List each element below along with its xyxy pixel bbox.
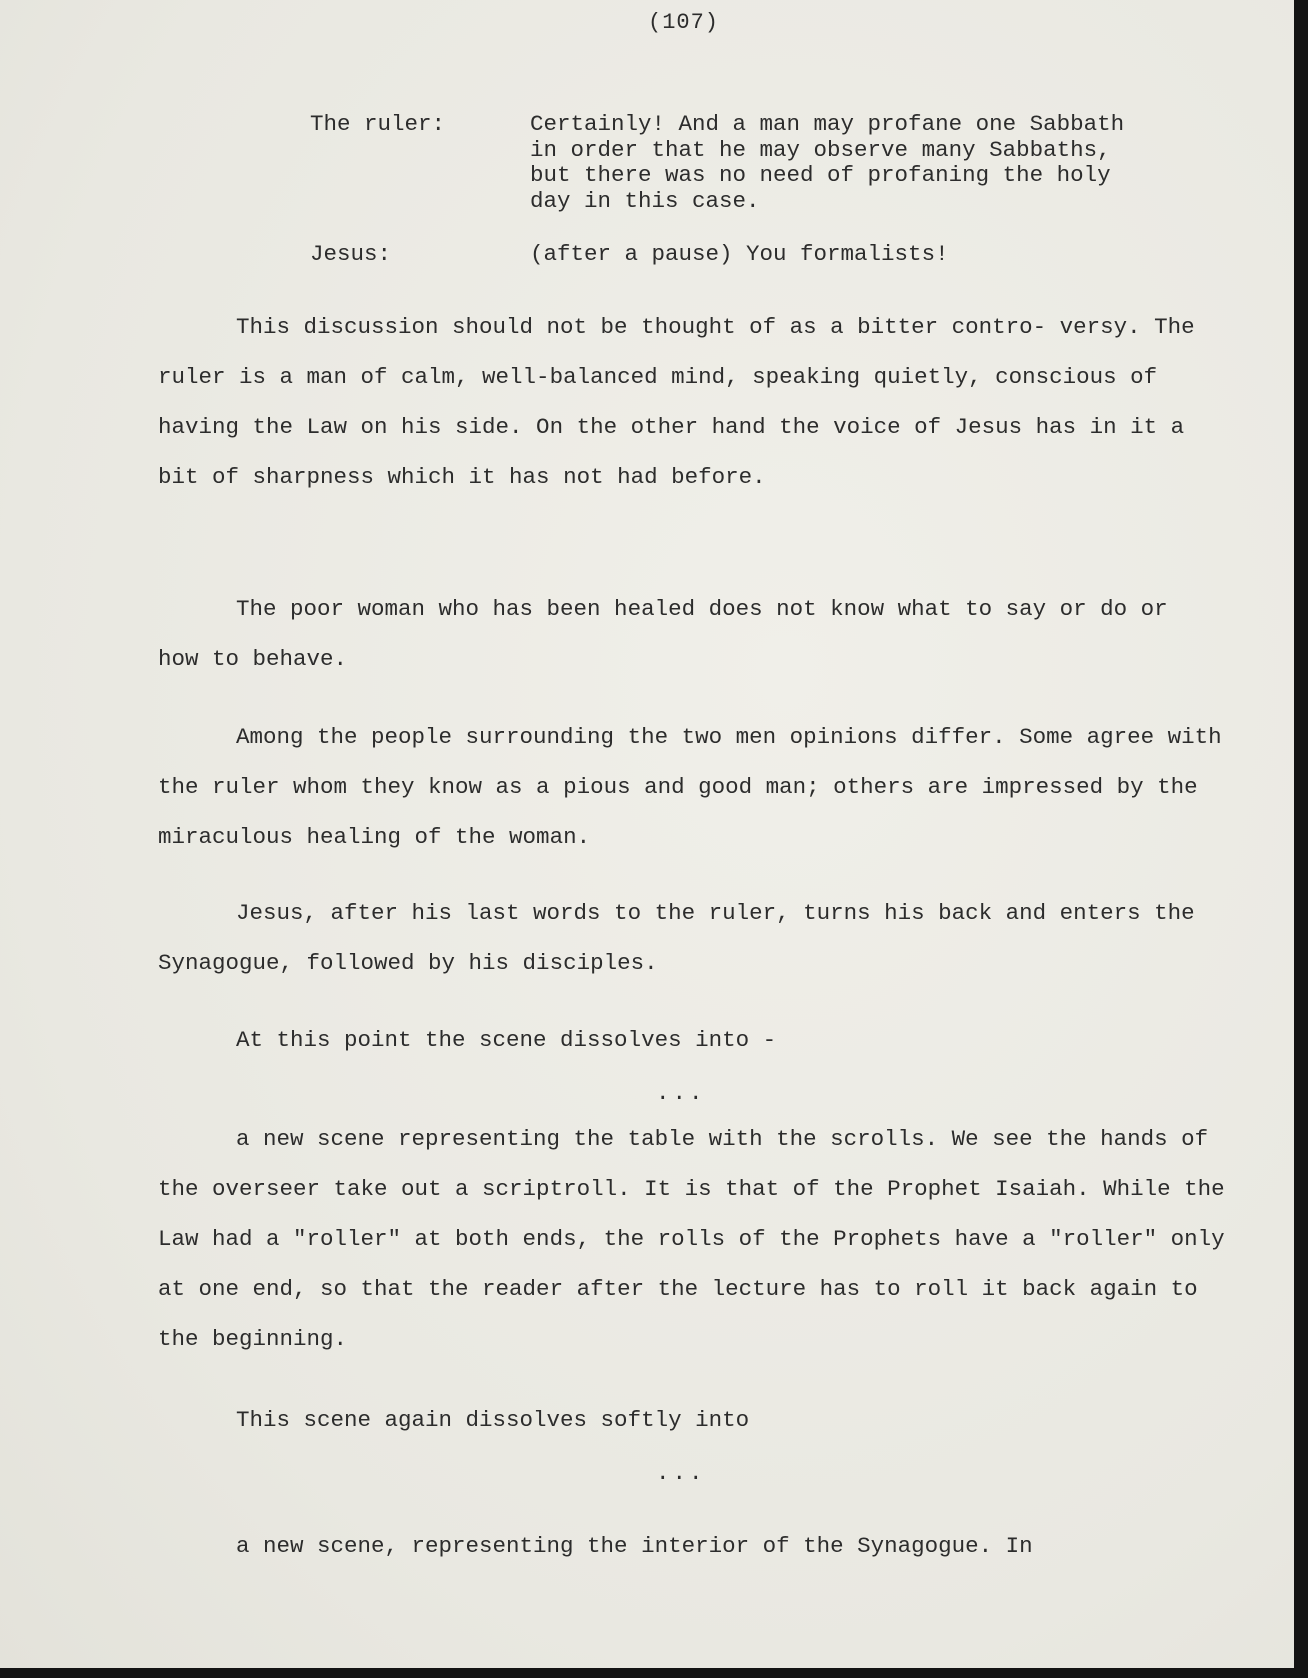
scene-break-ellipsis: ... <box>656 1080 706 1106</box>
paragraph-jesus-enters: Jesus, after his last words to the ruler, turns his back and enters the Synagogue, followed by his disciples. <box>158 900 1195 976</box>
speech-text: Certainly! And a man may profane one Sabbath in order that he may observe many Sabbaths, but there was no need of profaning the holy day in this case. <box>530 111 1125 214</box>
paragraph-dissolve: At this point the scene dissolves into - <box>236 1027 777 1053</box>
scan-border-right <box>1294 0 1308 1678</box>
paragraph-people: Among the people surrounding the two men opinions differ. Some agree with the ruler whom they know as a pious and good man; others are impressed by the miraculous healing of the woman. <box>158 724 1222 850</box>
paragraph-woman: The poor woman who has been healed does not know what to say or do or how to behave. <box>158 596 1168 672</box>
speaker-label: The ruler: <box>310 111 446 137</box>
scene-break-ellipsis: ... <box>656 1460 706 1486</box>
paragraph-scrolls: a new scene representing the table with the scrolls. We see the hands of the overseer take out a scriptroll. It is that of the Prophet Isaiah. While the Law had a "roller" at both ends, the rolls of the Prophets have a "roller" only at one end, so that the reader after the lecture has to roll it back again to the beginning. <box>158 1126 1225 1352</box>
page-number: (107) <box>648 10 720 35</box>
paragraph-synagogue: a new scene, representing the interior of the Synagogue. In <box>236 1533 1033 1559</box>
speaker-label: Jesus: <box>310 241 392 267</box>
dialogue-ruler <box>310 112 1230 214</box>
speech-text: (after a pause) You formalists! <box>530 241 949 267</box>
paragraph-dissolve-softly: This scene again dissolves softly into <box>236 1407 750 1433</box>
paragraph-discussion: This discussion should not be thought of as a bitter contro- versy. The ruler is a man of calm, well-balanced mind, speaking quietly, conscious of having the Law on his side. On the other hand the voice of Jesus has in it a bit of sharpness which it has not had before. <box>158 314 1195 490</box>
scan-border-bottom <box>0 1668 1308 1678</box>
dialogue-jesus <box>310 242 1230 268</box>
